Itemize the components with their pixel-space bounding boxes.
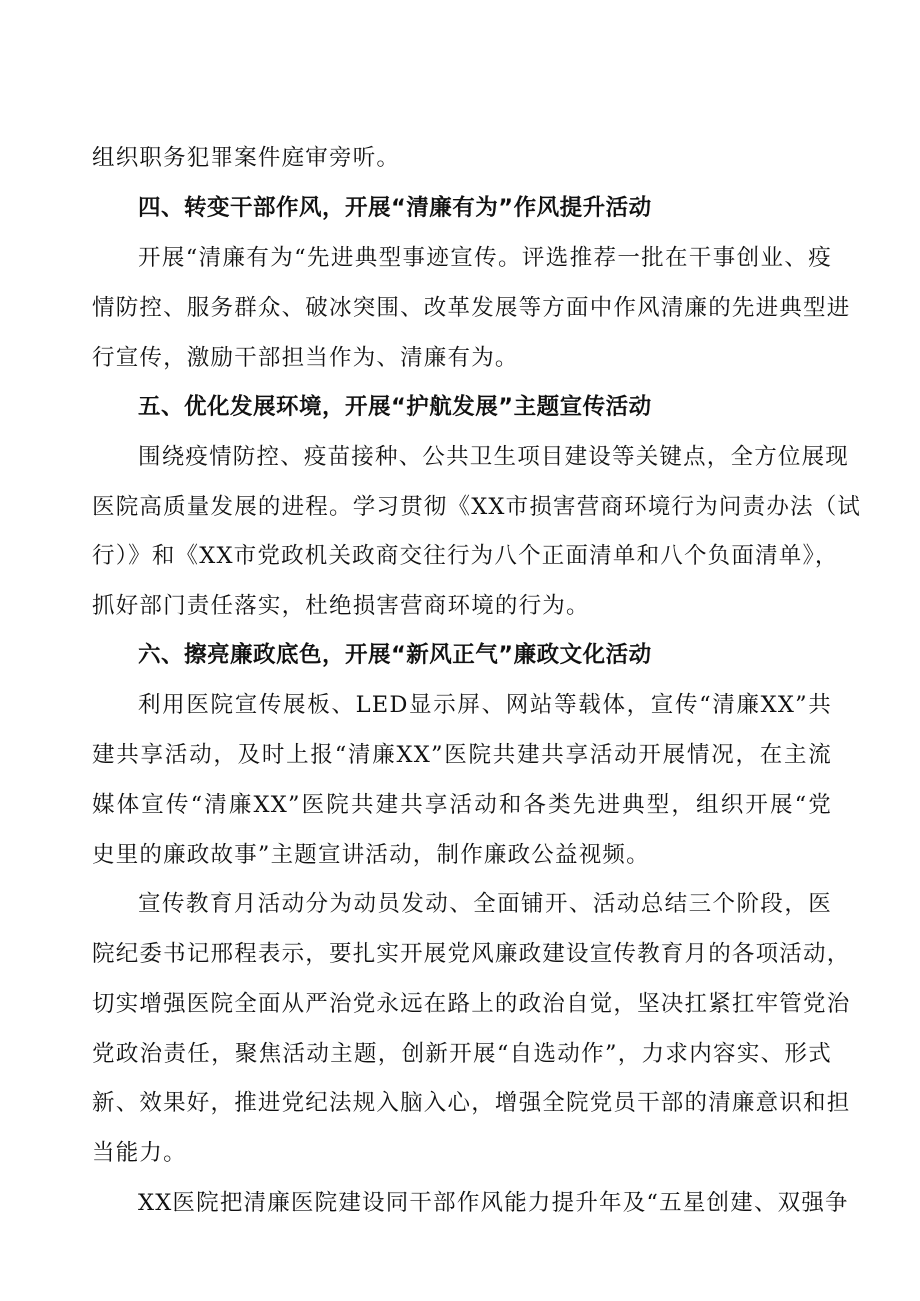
- paragraph-line: 医院高质量发展的进程。学习贯彻《XX市损害营商环境行为问责办法（试: [92, 494, 862, 520]
- paragraph-line: 行）》和《XX市党政机关政商交往行为八个正面清单和八个负面清单》，: [92, 543, 839, 569]
- section-heading-four: 四、转变干部作风，开展“清廉有为”作风提升活动: [138, 195, 652, 221]
- paragraph-line: 利用医院宣传展板、LED显示屏、网站等载体，宣传“清廉XX”共: [138, 692, 832, 718]
- paragraph-line-end: 抓好部门责任落实，杜绝损害营商环境的行为。: [92, 593, 590, 619]
- paragraph-line: 围绕疫情防控、疫苗接种、公共卫生项目建设等关键点，全方位展现: [138, 444, 850, 470]
- paragraph-line: 媒体宣传“清廉XX”医院共建共享活动和各类先进典型，组织开展“党: [92, 792, 832, 818]
- paragraph-line-end: 行宣传，激励干部担当作为、清廉有为。: [92, 345, 519, 371]
- paragraph-line: 党政治责任，聚焦活动主题，创新开展“自选动作”，力求内容实、形式: [92, 1041, 832, 1067]
- paragraph-line: 切实增强医院全面从严治党永远在路上的政治自觉，坚决扛紧扛牢管党治: [92, 991, 851, 1017]
- paragraph-line: 宣传教育月活动分为动员发动、全面铺开、活动总结三个阶段，医: [138, 891, 832, 917]
- paragraph-line: 新、效果好，推进党纪法规入脑入心，增强全院党员干部的清廉意识和担: [92, 1090, 851, 1116]
- paragraph-line-end: 史里的廉政故事”主题宣讲活动，制作廉政公益视频。: [92, 842, 650, 868]
- section-heading-six: 六、擦亮廉政底色，开展“新风正气”廉政文化活动: [138, 642, 652, 668]
- paragraph-line: XX医院把清廉医院建设同干部作风能力提升年及“五星创建、双强争: [138, 1190, 849, 1216]
- section-heading-five: 五、优化发展环境，开展“护航发展”主题宣传活动: [138, 394, 652, 420]
- paragraph-line: 情防控、服务群众、破冰突围、改革发展等方面中作风清廉的先进典型进: [92, 295, 851, 321]
- paragraph-line-end: 当能力。: [92, 1140, 187, 1166]
- paragraph-line: 建共享活动，及时上报“清廉XX”医院共建共享活动开展情况，在主流: [92, 742, 832, 768]
- paragraph-line-continuation: 组织职务犯罪案件庭审旁听。: [92, 145, 401, 171]
- paragraph-line: 开展“清廉有为“先进典型事迹宣传。评选推荐一批在干事创业、疫: [138, 245, 832, 271]
- paragraph-line: 院纪委书记邢程表示，要扎实开展党风廉政建设宣传教育月的各项活动，: [92, 941, 851, 967]
